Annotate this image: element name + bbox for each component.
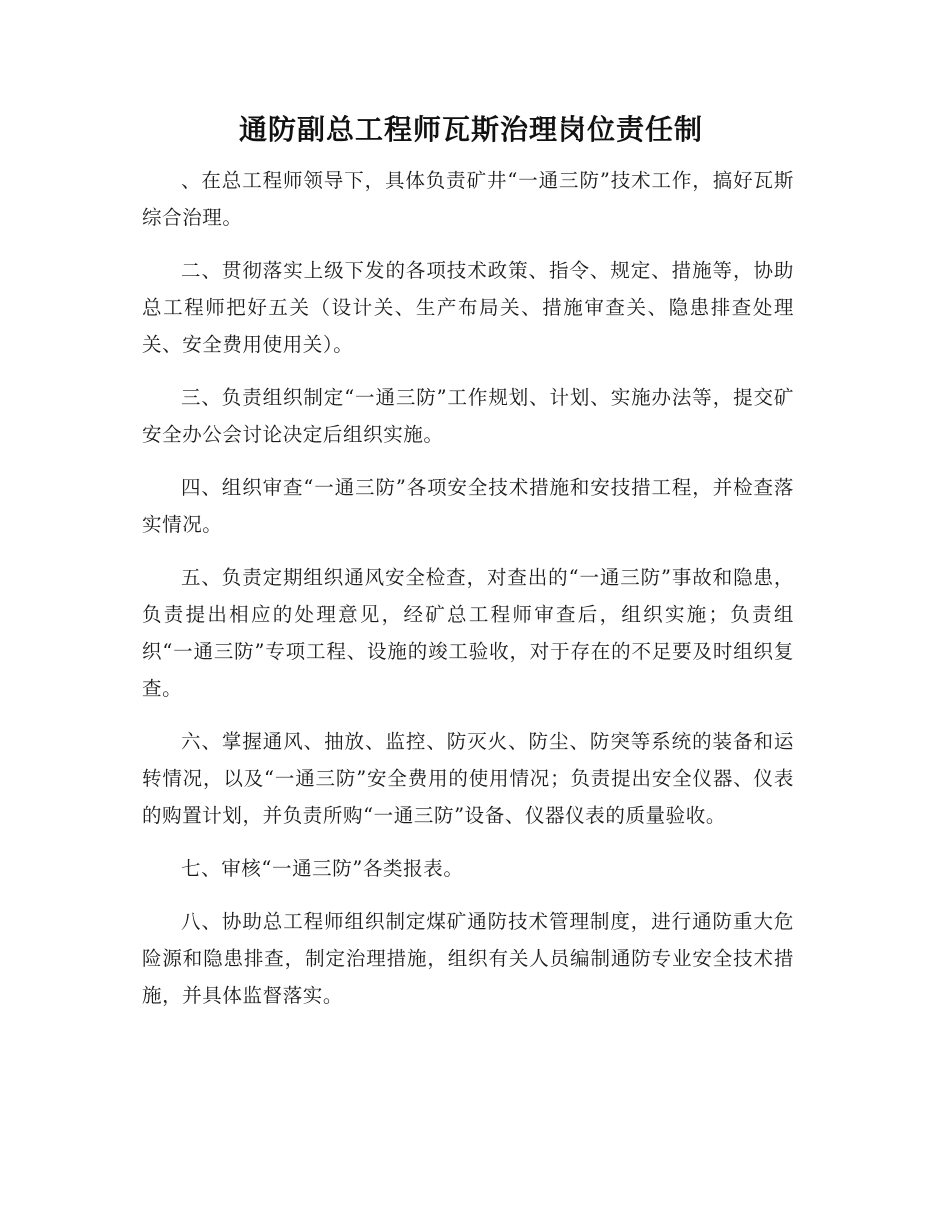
paragraph-4: 四、组织审查“一通三防”各项安全技术措施和安技措工程，并检查落实情况。 <box>142 476 794 536</box>
paragraph-8: 八、协助总工程师组织制定煤矿通防技术管理制度，进行通防重大危险源和隐患排查，制定治理措施，组织有关人员编制通防专业安全技术措施，并具体监督落实。 <box>142 910 794 1007</box>
document-title: 通防副总工程师瓦斯治理岗位责任制 <box>238 113 703 146</box>
paragraph-1: 、在总工程师领导下，具体负责矿井“一通三防”技术工作，搞好瓦斯综合治理。 <box>142 169 794 229</box>
paragraph-7: 七、审核“一通三防”各类报表。 <box>181 857 464 880</box>
paragraph-6: 六、掌握通风、抽放、监控、防灭火、防尘、防突等系统的装备和运转情况，以及“一通三防”安全费用的使用情况；负责提出安全仪器、仪表的购置计划，并负责所购“一通三防”设备、仪器仪表的质量验收。 <box>142 730 794 827</box>
paragraph-5: 五、负责定期组织通风安全检查，对查出的“一通三防”事故和隐患，负责提出相应的处理意见，经矿总工程师审查后，组织实施；负责组织“一通三防”专项工程、设施的竣工验收，对于存在的不足要及时组织复查。 <box>142 566 794 700</box>
paragraph-2: 二、贯彻落实上级下发的各项技术政策、指令、规定、措施等，协助总工程师把好五关（设计关、生产布局关、措施审查关、隐患排查处理关、安全费用使用关）。 <box>142 259 794 356</box>
paragraph-3: 三、负责组织制定“一通三防”工作规划、计划、实施办法等，提交矿安全办公会讨论决定后组织实施。 <box>142 386 794 446</box>
document-page <box>142 108 794 1014</box>
